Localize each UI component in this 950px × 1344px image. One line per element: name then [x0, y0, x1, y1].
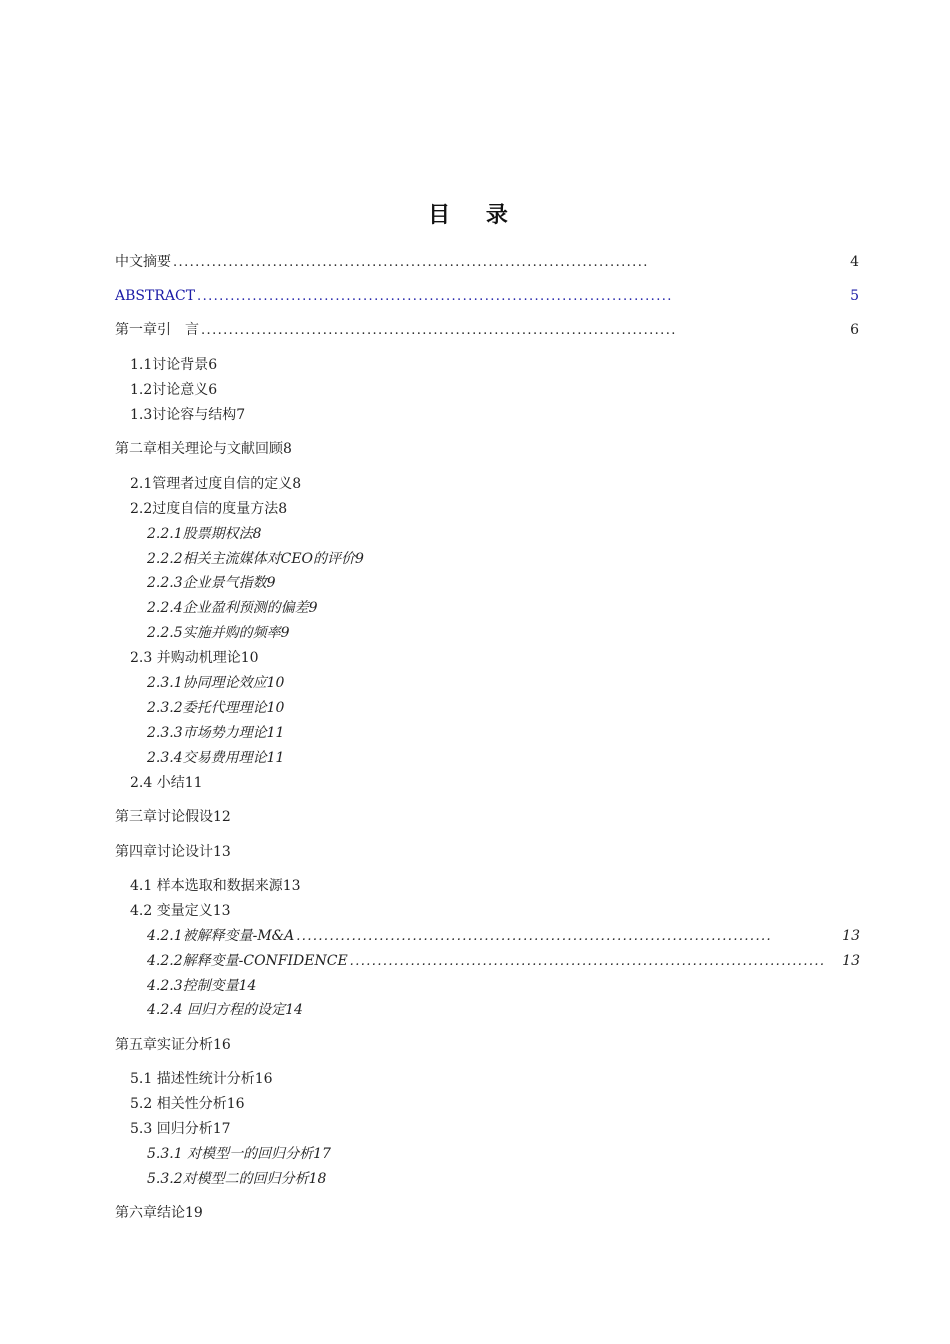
toc-entry-section-1-3[interactable]: 1.3讨论容与结构7 — [130, 407, 246, 423]
toc-entry-section-5-3-2[interactable]: 5.3.2对模型二的回归分析18 — [147, 1171, 327, 1187]
toc-entry-section-2-2-3[interactable]: 2.2.3企业景气指数9 — [147, 575, 276, 591]
toc-entry-section-5-2[interactable]: 5.2 相关性分析16 — [130, 1096, 245, 1112]
toc-entry-section-2-2-2[interactable]: 2.2.2相关主流媒体对CEO的评价9 — [147, 551, 364, 567]
toc-entry-text: 4.2.2解释变量-CONFIDENCE — [147, 953, 348, 969]
toc-entry-text: ABSTRACT — [115, 288, 196, 304]
toc-entry-section-5-1[interactable]: 5.1 描述性统计分析16 — [130, 1071, 273, 1087]
toc-entry-section-4-2-3[interactable]: 4.2.3控制变量14 — [147, 978, 257, 994]
toc-entry-section-2-2-5[interactable]: 2.2.5实施并购的频率9 — [147, 625, 290, 641]
toc-entry-section-4-1[interactable]: 4.1 样本选取和数据来源13 — [130, 878, 301, 894]
toc-entry-chapter-2[interactable]: 第二章相关理论与文献回顾8 — [115, 441, 292, 457]
toc-leader-dots: ...................................................................................... — [296, 929, 773, 944]
toc-entry-chapter-5[interactable]: 第五章实证分析16 — [115, 1037, 231, 1053]
toc-page-number: 6 — [850, 322, 859, 338]
toc-entry-text: 4.2.1被解释变量-M&A — [147, 928, 295, 944]
toc-leader-dots: ...................................................................................... — [349, 954, 826, 969]
toc-entry-chapter-3[interactable]: 第三章讨论假设12 — [115, 809, 231, 825]
toc-entry-text: 第一章引 言 — [115, 322, 199, 338]
toc-entry-chapter-6[interactable]: 第六章结论19 — [115, 1205, 203, 1221]
toc-leader-dots: ...................................................................................... — [173, 255, 649, 270]
toc-entry-section-5-3[interactable]: 5.3 回归分析17 — [130, 1121, 231, 1137]
toc-leader-dots: ...................................................................................... — [201, 323, 677, 338]
toc-entry-section-5-3-1[interactable]: 5.3.1 对模型一的回归分析17 — [147, 1146, 331, 1162]
toc-entry-section-2-3-2[interactable]: 2.3.2委托代理理论10 — [147, 700, 285, 716]
toc-entry-section-2-2-4[interactable]: 2.2.4企业盈利预测的偏差9 — [147, 600, 318, 616]
toc-entry-section-4-2-1[interactable] — [147, 926, 860, 947]
toc-entry-section-2-3[interactable]: 2.3 并购动机理论10 — [130, 650, 259, 666]
toc-entry-chapter-4[interactable]: 第四章讨论设计13 — [115, 844, 231, 860]
toc-entry-section-2-1[interactable]: 2.1管理者过度自信的定义8 — [130, 476, 302, 492]
toc-entry-section-2-3-3[interactable]: 2.3.3市场势力理论11 — [147, 725, 285, 741]
toc-page-number: 5 — [850, 288, 859, 304]
toc-leader-dots: ...................................................................................... — [197, 289, 673, 304]
toc-entry-section-4-2-2[interactable] — [147, 951, 860, 972]
toc-entry-section-4-2[interactable]: 4.2 变量定义13 — [130, 903, 231, 919]
toc-entry-section-2-2[interactable]: 2.2过度自信的度量方法8 — [130, 501, 288, 517]
toc-entry-abstract-en[interactable] — [115, 286, 859, 307]
toc-entry-chapter-1[interactable] — [115, 320, 859, 341]
toc-page-number: 4 — [850, 254, 859, 270]
page-title: 目 录 — [428, 203, 522, 228]
toc-entry-abstract-cn[interactable] — [115, 252, 859, 273]
toc-entry-section-4-2-4[interactable]: 4.2.4 回归方程的设定14 — [147, 1002, 303, 1018]
toc-entry-section-2-3-1[interactable]: 2.3.1协同理论效应10 — [147, 675, 285, 691]
toc-page-number: 13 — [842, 953, 860, 969]
toc-entry-section-2-2-1[interactable]: 2.2.1股票期权法8 — [147, 526, 262, 542]
toc-entry-section-2-4[interactable]: 2.4 小结11 — [130, 775, 203, 791]
toc-page-number: 13 — [842, 928, 860, 944]
toc-entry-section-1-2[interactable]: 1.2讨论意义6 — [130, 382, 218, 398]
toc-entry-text: 中文摘要 — [115, 254, 171, 270]
toc-entry-section-1-1[interactable]: 1.1讨论背景6 — [130, 357, 218, 373]
toc-entry-section-2-3-4[interactable]: 2.3.4交易费用理论11 — [147, 750, 285, 766]
